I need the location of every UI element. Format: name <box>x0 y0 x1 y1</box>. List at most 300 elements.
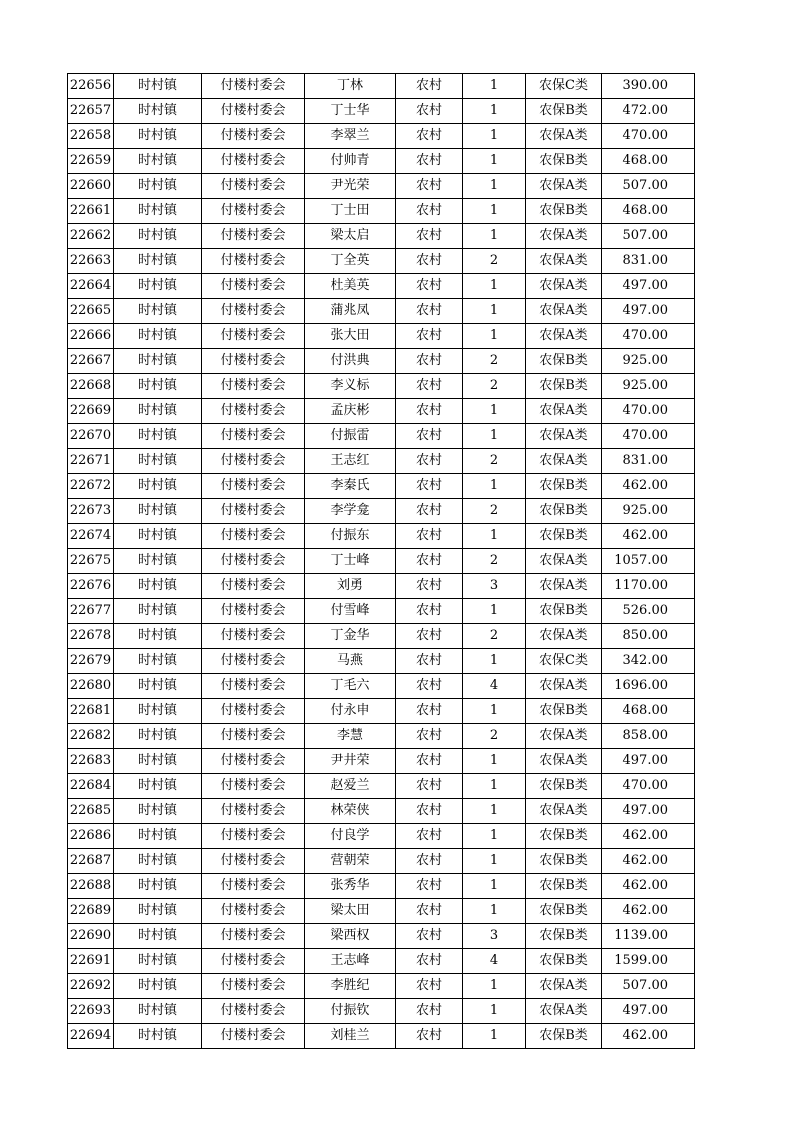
table-row <box>68 624 695 649</box>
insurance-category-cell: 农保A类 <box>526 224 602 249</box>
insurance-category-cell: 农保B类 <box>526 924 602 949</box>
person-name-cell: 马燕 <box>305 649 396 674</box>
residence-type-cell: 农村 <box>396 824 463 849</box>
village-committee-cell: 付楼村委会 <box>202 349 305 374</box>
insurance-category-cell: 农保A类 <box>526 624 602 649</box>
amount-cell: 468.00 <box>602 199 695 224</box>
residence-type-cell: 农村 <box>396 724 463 749</box>
household-size-cell: 2 <box>463 249 526 274</box>
residence-type-cell: 农村 <box>396 674 463 699</box>
town-cell: 时村镇 <box>114 1024 202 1049</box>
amount-cell: 526.00 <box>602 599 695 624</box>
person-name-cell: 尹井荣 <box>305 749 396 774</box>
household-size-cell: 1 <box>463 849 526 874</box>
town-cell: 时村镇 <box>114 999 202 1024</box>
household-size-cell: 4 <box>463 674 526 699</box>
roster-body <box>68 74 695 1049</box>
residence-type-cell: 农村 <box>396 74 463 99</box>
household-size-cell: 4 <box>463 949 526 974</box>
table-row <box>68 149 695 174</box>
household-size-cell: 1 <box>463 1024 526 1049</box>
amount-cell: 497.00 <box>602 274 695 299</box>
village-committee-cell: 付楼村委会 <box>202 449 305 474</box>
insurance-category-cell: 农保A类 <box>526 249 602 274</box>
table-row <box>68 474 695 499</box>
record-id-cell: 22674 <box>68 524 114 549</box>
table-row <box>68 99 695 124</box>
person-name-cell: 付良学 <box>305 824 396 849</box>
amount-cell: 342.00 <box>602 649 695 674</box>
residence-type-cell: 农村 <box>396 274 463 299</box>
person-name-cell: 李胜纪 <box>305 974 396 999</box>
amount-cell: 462.00 <box>602 474 695 499</box>
household-size-cell: 2 <box>463 374 526 399</box>
person-name-cell: 付洪典 <box>305 349 396 374</box>
insurance-category-cell: 农保B类 <box>526 99 602 124</box>
table-row <box>68 799 695 824</box>
table-row <box>68 999 695 1024</box>
table-row <box>68 174 695 199</box>
insurance-category-cell: 农保A类 <box>526 574 602 599</box>
record-id-cell: 22684 <box>68 774 114 799</box>
village-committee-cell: 付楼村委会 <box>202 699 305 724</box>
amount-cell: 468.00 <box>602 699 695 724</box>
household-size-cell: 1 <box>463 74 526 99</box>
table-row <box>68 199 695 224</box>
village-committee-cell: 付楼村委会 <box>202 624 305 649</box>
residence-type-cell: 农村 <box>396 174 463 199</box>
amount-cell: 462.00 <box>602 1024 695 1049</box>
village-committee-cell: 付楼村委会 <box>202 274 305 299</box>
table-row <box>68 349 695 374</box>
amount-cell: 470.00 <box>602 324 695 349</box>
amount-cell: 831.00 <box>602 249 695 274</box>
household-size-cell: 1 <box>463 149 526 174</box>
person-name-cell: 付永申 <box>305 699 396 724</box>
table-row <box>68 949 695 974</box>
village-committee-cell: 付楼村委会 <box>202 874 305 899</box>
town-cell: 时村镇 <box>114 699 202 724</box>
person-name-cell: 赵爱兰 <box>305 774 396 799</box>
person-name-cell: 李学龛 <box>305 499 396 524</box>
village-committee-cell: 付楼村委会 <box>202 524 305 549</box>
person-name-cell: 丁士峰 <box>305 549 396 574</box>
household-size-cell: 1 <box>463 124 526 149</box>
insurance-category-cell: 农保B类 <box>526 849 602 874</box>
town-cell: 时村镇 <box>114 799 202 824</box>
record-id-cell: 22666 <box>68 324 114 349</box>
person-name-cell: 丁金华 <box>305 624 396 649</box>
person-name-cell: 杜美英 <box>305 274 396 299</box>
record-id-cell: 22668 <box>68 374 114 399</box>
amount-cell: 470.00 <box>602 424 695 449</box>
person-name-cell: 李秦氏 <box>305 474 396 499</box>
town-cell: 时村镇 <box>114 549 202 574</box>
amount-cell: 831.00 <box>602 449 695 474</box>
village-committee-cell: 付楼村委会 <box>202 949 305 974</box>
village-committee-cell: 付楼村委会 <box>202 424 305 449</box>
insurance-category-cell: 农保A类 <box>526 999 602 1024</box>
amount-cell: 507.00 <box>602 974 695 999</box>
town-cell: 时村镇 <box>114 874 202 899</box>
town-cell: 时村镇 <box>114 774 202 799</box>
table-row <box>68 649 695 674</box>
village-committee-cell: 付楼村委会 <box>202 724 305 749</box>
record-id-cell: 22687 <box>68 849 114 874</box>
town-cell: 时村镇 <box>114 99 202 124</box>
record-id-cell: 22682 <box>68 724 114 749</box>
village-committee-cell: 付楼村委会 <box>202 99 305 124</box>
residence-type-cell: 农村 <box>396 649 463 674</box>
person-name-cell: 李翠兰 <box>305 124 396 149</box>
amount-cell: 925.00 <box>602 374 695 399</box>
village-committee-cell: 付楼村委会 <box>202 74 305 99</box>
household-size-cell: 2 <box>463 449 526 474</box>
person-name-cell: 李慧 <box>305 724 396 749</box>
insurance-category-cell: 农保B类 <box>526 474 602 499</box>
residence-type-cell: 农村 <box>396 874 463 899</box>
town-cell: 时村镇 <box>114 299 202 324</box>
table-row <box>68 74 695 99</box>
town-cell: 时村镇 <box>114 474 202 499</box>
amount-cell: 1696.00 <box>602 674 695 699</box>
insurance-category-cell: 农保B类 <box>526 874 602 899</box>
residence-type-cell: 农村 <box>396 924 463 949</box>
insurance-category-cell: 农保C类 <box>526 74 602 99</box>
record-id-cell: 22689 <box>68 899 114 924</box>
table-row <box>68 424 695 449</box>
table-row <box>68 299 695 324</box>
village-committee-cell: 付楼村委会 <box>202 374 305 399</box>
person-name-cell: 付振钦 <box>305 999 396 1024</box>
village-committee-cell: 付楼村委会 <box>202 499 305 524</box>
insurance-category-cell: 农保A类 <box>526 274 602 299</box>
residence-type-cell: 农村 <box>396 399 463 424</box>
amount-cell: 925.00 <box>602 349 695 374</box>
village-committee-cell: 付楼村委会 <box>202 124 305 149</box>
residence-type-cell: 农村 <box>396 974 463 999</box>
amount-cell: 462.00 <box>602 849 695 874</box>
household-size-cell: 1 <box>463 824 526 849</box>
village-committee-cell: 付楼村委会 <box>202 324 305 349</box>
residence-type-cell: 农村 <box>396 799 463 824</box>
person-name-cell: 梁西权 <box>305 924 396 949</box>
insurance-category-cell: 农保B类 <box>526 499 602 524</box>
table-row <box>68 224 695 249</box>
village-committee-cell: 付楼村委会 <box>202 249 305 274</box>
record-id-cell: 22683 <box>68 749 114 774</box>
village-committee-cell: 付楼村委会 <box>202 474 305 499</box>
table-row <box>68 274 695 299</box>
insurance-category-cell: 农保A类 <box>526 399 602 424</box>
household-size-cell: 2 <box>463 349 526 374</box>
amount-cell: 1057.00 <box>602 549 695 574</box>
residence-type-cell: 农村 <box>396 374 463 399</box>
insurance-category-cell: 农保B类 <box>526 774 602 799</box>
table-row <box>68 974 695 999</box>
record-id-cell: 22667 <box>68 349 114 374</box>
town-cell: 时村镇 <box>114 949 202 974</box>
amount-cell: 1599.00 <box>602 949 695 974</box>
residence-type-cell: 农村 <box>396 749 463 774</box>
record-id-cell: 22657 <box>68 99 114 124</box>
amount-cell: 850.00 <box>602 624 695 649</box>
person-name-cell: 丁全英 <box>305 249 396 274</box>
record-id-cell: 22692 <box>68 974 114 999</box>
record-id-cell: 22673 <box>68 499 114 524</box>
town-cell: 时村镇 <box>114 599 202 624</box>
residence-type-cell: 农村 <box>396 449 463 474</box>
household-size-cell: 1 <box>463 174 526 199</box>
town-cell: 时村镇 <box>114 974 202 999</box>
town-cell: 时村镇 <box>114 674 202 699</box>
town-cell: 时村镇 <box>114 899 202 924</box>
person-name-cell: 丁士田 <box>305 199 396 224</box>
amount-cell: 472.00 <box>602 99 695 124</box>
person-name-cell: 林荣侠 <box>305 799 396 824</box>
household-size-cell: 2 <box>463 499 526 524</box>
town-cell: 时村镇 <box>114 649 202 674</box>
record-id-cell: 22672 <box>68 474 114 499</box>
residence-type-cell: 农村 <box>396 324 463 349</box>
village-committee-cell: 付楼村委会 <box>202 299 305 324</box>
town-cell: 时村镇 <box>114 724 202 749</box>
roster-table <box>67 73 695 1049</box>
insurance-category-cell: 农保B类 <box>526 349 602 374</box>
insurance-category-cell: 农保A类 <box>526 424 602 449</box>
record-id-cell: 22660 <box>68 174 114 199</box>
record-id-cell: 22665 <box>68 299 114 324</box>
residence-type-cell: 农村 <box>396 899 463 924</box>
person-name-cell: 蒲兆凤 <box>305 299 396 324</box>
residence-type-cell: 农村 <box>396 774 463 799</box>
person-name-cell: 刘勇 <box>305 574 396 599</box>
record-id-cell: 22676 <box>68 574 114 599</box>
town-cell: 时村镇 <box>114 499 202 524</box>
table-row <box>68 399 695 424</box>
town-cell: 时村镇 <box>114 424 202 449</box>
insurance-category-cell: 农保A类 <box>526 799 602 824</box>
residence-type-cell: 农村 <box>396 999 463 1024</box>
household-size-cell: 1 <box>463 324 526 349</box>
person-name-cell: 张秀华 <box>305 874 396 899</box>
amount-cell: 858.00 <box>602 724 695 749</box>
person-name-cell: 付振雷 <box>305 424 396 449</box>
residence-type-cell: 农村 <box>396 699 463 724</box>
household-size-cell: 1 <box>463 399 526 424</box>
insurance-category-cell: 农保B类 <box>526 524 602 549</box>
town-cell: 时村镇 <box>114 624 202 649</box>
town-cell: 时村镇 <box>114 749 202 774</box>
residence-type-cell: 农村 <box>396 599 463 624</box>
insurance-category-cell: 农保A类 <box>526 324 602 349</box>
amount-cell: 470.00 <box>602 124 695 149</box>
household-size-cell: 1 <box>463 749 526 774</box>
amount-cell: 497.00 <box>602 749 695 774</box>
record-id-cell: 22681 <box>68 699 114 724</box>
household-size-cell: 1 <box>463 799 526 824</box>
table-row <box>68 449 695 474</box>
insurance-category-cell: 农保B类 <box>526 899 602 924</box>
residence-type-cell: 农村 <box>396 124 463 149</box>
insurance-category-cell: 农保A类 <box>526 299 602 324</box>
person-name-cell: 刘桂兰 <box>305 1024 396 1049</box>
insurance-category-cell: 农保A类 <box>526 549 602 574</box>
table-row <box>68 874 695 899</box>
household-size-cell: 1 <box>463 474 526 499</box>
record-id-cell: 22694 <box>68 1024 114 1049</box>
person-name-cell: 付帅青 <box>305 149 396 174</box>
town-cell: 时村镇 <box>114 124 202 149</box>
town-cell: 时村镇 <box>114 274 202 299</box>
residence-type-cell: 农村 <box>396 574 463 599</box>
record-id-cell: 22670 <box>68 424 114 449</box>
insurance-category-cell: 农保C类 <box>526 649 602 674</box>
table-row <box>68 324 695 349</box>
insurance-category-cell: 农保B类 <box>526 1024 602 1049</box>
village-committee-cell: 付楼村委会 <box>202 924 305 949</box>
record-id-cell: 22661 <box>68 199 114 224</box>
household-size-cell: 1 <box>463 874 526 899</box>
residence-type-cell: 农村 <box>396 299 463 324</box>
household-size-cell: 1 <box>463 299 526 324</box>
person-name-cell: 王志峰 <box>305 949 396 974</box>
town-cell: 时村镇 <box>114 324 202 349</box>
table-row <box>68 524 695 549</box>
record-id-cell: 22679 <box>68 649 114 674</box>
table-row <box>68 674 695 699</box>
amount-cell: 470.00 <box>602 774 695 799</box>
table-row <box>68 749 695 774</box>
table-row <box>68 699 695 724</box>
village-committee-cell: 付楼村委会 <box>202 599 305 624</box>
village-committee-cell: 付楼村委会 <box>202 174 305 199</box>
residence-type-cell: 农村 <box>396 224 463 249</box>
household-size-cell: 1 <box>463 99 526 124</box>
table-row <box>68 724 695 749</box>
table-row <box>68 849 695 874</box>
village-committee-cell: 付楼村委会 <box>202 199 305 224</box>
village-committee-cell: 付楼村委会 <box>202 149 305 174</box>
household-size-cell: 1 <box>463 974 526 999</box>
amount-cell: 462.00 <box>602 874 695 899</box>
household-size-cell: 1 <box>463 224 526 249</box>
household-size-cell: 2 <box>463 549 526 574</box>
residence-type-cell: 农村 <box>396 949 463 974</box>
town-cell: 时村镇 <box>114 374 202 399</box>
record-id-cell: 22691 <box>68 949 114 974</box>
village-committee-cell: 付楼村委会 <box>202 224 305 249</box>
record-id-cell: 22690 <box>68 924 114 949</box>
table-row <box>68 1024 695 1049</box>
person-name-cell: 付雪峰 <box>305 599 396 624</box>
residence-type-cell: 农村 <box>396 249 463 274</box>
record-id-cell: 22671 <box>68 449 114 474</box>
residence-type-cell: 农村 <box>396 524 463 549</box>
household-size-cell: 2 <box>463 624 526 649</box>
town-cell: 时村镇 <box>114 349 202 374</box>
insurance-category-cell: 农保B类 <box>526 149 602 174</box>
record-id-cell: 22675 <box>68 549 114 574</box>
household-size-cell: 1 <box>463 274 526 299</box>
insurance-category-cell: 农保B类 <box>526 599 602 624</box>
amount-cell: 1170.00 <box>602 574 695 599</box>
town-cell: 时村镇 <box>114 399 202 424</box>
residence-type-cell: 农村 <box>396 149 463 174</box>
town-cell: 时村镇 <box>114 149 202 174</box>
person-name-cell: 李义标 <box>305 374 396 399</box>
village-committee-cell: 付楼村委会 <box>202 649 305 674</box>
household-size-cell: 3 <box>463 574 526 599</box>
village-committee-cell: 付楼村委会 <box>202 1024 305 1049</box>
amount-cell: 462.00 <box>602 899 695 924</box>
table-row <box>68 774 695 799</box>
town-cell: 时村镇 <box>114 449 202 474</box>
person-name-cell: 张大田 <box>305 324 396 349</box>
town-cell: 时村镇 <box>114 249 202 274</box>
record-id-cell: 22685 <box>68 799 114 824</box>
person-name-cell: 营朝荣 <box>305 849 396 874</box>
person-name-cell: 王志红 <box>305 449 396 474</box>
insurance-category-cell: 农保B类 <box>526 824 602 849</box>
record-id-cell: 22664 <box>68 274 114 299</box>
amount-cell: 497.00 <box>602 299 695 324</box>
record-id-cell: 22677 <box>68 599 114 624</box>
town-cell: 时村镇 <box>114 224 202 249</box>
residence-type-cell: 农村 <box>396 199 463 224</box>
household-size-cell: 1 <box>463 899 526 924</box>
record-id-cell: 22662 <box>68 224 114 249</box>
village-committee-cell: 付楼村委会 <box>202 899 305 924</box>
amount-cell: 1139.00 <box>602 924 695 949</box>
village-committee-cell: 付楼村委会 <box>202 399 305 424</box>
amount-cell: 462.00 <box>602 824 695 849</box>
amount-cell: 468.00 <box>602 149 695 174</box>
record-id-cell: 22678 <box>68 624 114 649</box>
household-size-cell: 1 <box>463 774 526 799</box>
town-cell: 时村镇 <box>114 524 202 549</box>
person-name-cell: 孟庆彬 <box>305 399 396 424</box>
insurance-category-cell: 农保A类 <box>526 724 602 749</box>
household-size-cell: 1 <box>463 599 526 624</box>
residence-type-cell: 农村 <box>396 349 463 374</box>
village-committee-cell: 付楼村委会 <box>202 974 305 999</box>
record-id-cell: 22688 <box>68 874 114 899</box>
village-committee-cell: 付楼村委会 <box>202 574 305 599</box>
table-row <box>68 599 695 624</box>
table-row <box>68 899 695 924</box>
residence-type-cell: 农村 <box>396 99 463 124</box>
person-name-cell: 梁太启 <box>305 224 396 249</box>
person-name-cell: 付振东 <box>305 524 396 549</box>
village-committee-cell: 付楼村委会 <box>202 549 305 574</box>
person-name-cell: 梁太田 <box>305 899 396 924</box>
record-id-cell: 22663 <box>68 249 114 274</box>
record-id-cell: 22656 <box>68 74 114 99</box>
record-id-cell: 22669 <box>68 399 114 424</box>
table-row <box>68 924 695 949</box>
village-committee-cell: 付楼村委会 <box>202 799 305 824</box>
insurance-category-cell: 农保A类 <box>526 449 602 474</box>
town-cell: 时村镇 <box>114 574 202 599</box>
insurance-category-cell: 农保B类 <box>526 699 602 724</box>
insurance-category-cell: 农保A类 <box>526 174 602 199</box>
residence-type-cell: 农村 <box>396 499 463 524</box>
record-id-cell: 22680 <box>68 674 114 699</box>
table-row <box>68 549 695 574</box>
village-committee-cell: 付楼村委会 <box>202 849 305 874</box>
record-id-cell: 22693 <box>68 999 114 1024</box>
